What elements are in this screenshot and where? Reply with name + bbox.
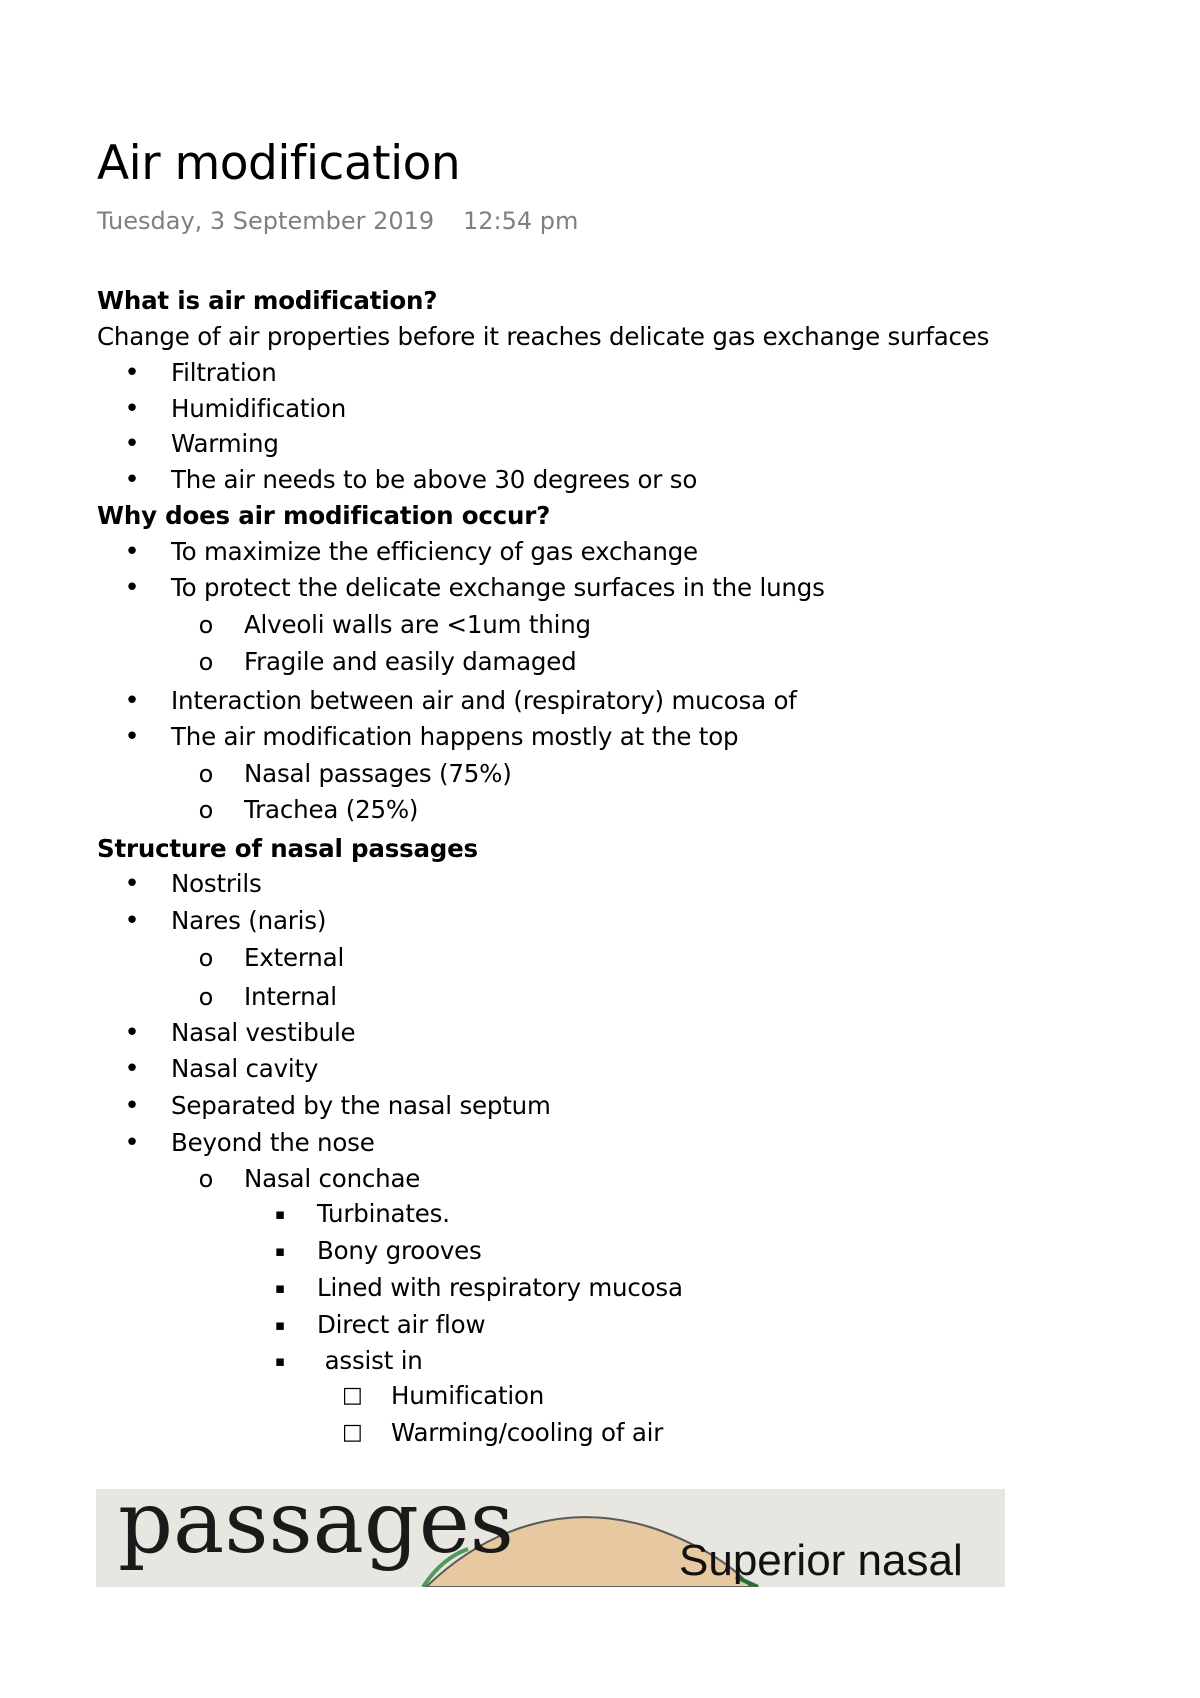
- bullet-marker: •: [124, 429, 140, 459]
- list-item: Lined with respiratory mucosa: [317, 1273, 683, 1302]
- circle-marker: o: [198, 944, 214, 972]
- square-marker: ▪: [274, 1316, 286, 1334]
- box-marker: □: [342, 1420, 363, 1445]
- list-item: To maximize the efficiency of gas exchange: [171, 537, 698, 566]
- list-item: Nasal cavity: [171, 1054, 319, 1083]
- list-item: Interaction between air and (respiratory) mucosa of: [171, 686, 797, 715]
- note-date: Tuesday, 3 September 2019: [97, 207, 435, 235]
- bullet-marker: •: [124, 686, 140, 716]
- list-item: Humidification: [171, 394, 347, 423]
- square-marker: ▪: [274, 1352, 286, 1370]
- list-item: assist in: [317, 1346, 423, 1375]
- list-item: Beyond the nose: [171, 1128, 375, 1157]
- square-marker: ▪: [274, 1279, 286, 1297]
- note-time: 12:54 pm: [463, 207, 579, 235]
- list-item: External: [244, 943, 345, 972]
- section-heading: Why does air modification occur?: [97, 501, 551, 530]
- list-item: Nares (naris): [171, 906, 327, 935]
- list-item: Separated by the nasal septum: [171, 1091, 551, 1120]
- list-item: Filtration: [171, 358, 277, 387]
- bullet-marker: •: [124, 573, 140, 603]
- paragraph: Change of air properties before it reaches delicate gas exchange surfaces: [97, 322, 990, 351]
- list-item: Nasal conchae: [244, 1164, 421, 1193]
- list-item: Warming/cooling of air: [391, 1418, 664, 1447]
- bullet-marker: •: [124, 1091, 140, 1121]
- bullet-marker: •: [124, 722, 140, 752]
- circle-marker: o: [198, 983, 214, 1011]
- list-item: Internal: [244, 982, 337, 1011]
- square-marker: ▪: [274, 1205, 286, 1223]
- list-item: Alveoli walls are <1um thing: [244, 610, 591, 639]
- list-item: The air needs to be above 30 degrees or so: [171, 465, 698, 494]
- bullet-marker: •: [124, 465, 140, 495]
- list-item: To protect the delicate exchange surfaces in the lungs: [171, 573, 825, 602]
- list-item: Fragile and easily damaged: [244, 647, 577, 676]
- bullet-marker: •: [124, 1018, 140, 1048]
- list-item: Nostrils: [171, 869, 262, 898]
- section-heading: What is air modification?: [97, 286, 438, 315]
- circle-marker: o: [198, 1165, 214, 1193]
- bullet-marker: •: [124, 1128, 140, 1158]
- list-item: Warming: [171, 429, 279, 458]
- figure-label: Superior nasal: [679, 1536, 963, 1585]
- page-title: Air modification: [97, 136, 461, 191]
- section-heading: Structure of nasal passages: [97, 834, 478, 863]
- box-marker: □: [342, 1383, 363, 1408]
- list-item: Nasal vestibule: [171, 1018, 356, 1047]
- bullet-marker: •: [124, 394, 140, 424]
- list-item: Trachea (25%): [244, 795, 419, 824]
- list-item: Direct air flow: [317, 1310, 486, 1339]
- list-item: Nasal passages (75%): [244, 759, 512, 788]
- bullet-marker: •: [124, 1054, 140, 1084]
- circle-marker: o: [198, 648, 214, 676]
- bullet-marker: •: [124, 869, 140, 899]
- list-item: Turbinates.: [317, 1199, 450, 1228]
- bullet-marker: •: [124, 537, 140, 567]
- bullet-marker: •: [124, 906, 140, 936]
- circle-marker: o: [198, 760, 214, 788]
- list-item: The air modification happens mostly at the top: [171, 722, 739, 751]
- circle-marker: o: [198, 796, 214, 824]
- square-marker: ▪: [274, 1242, 286, 1260]
- list-item: Bony grooves: [317, 1236, 482, 1265]
- figure-word: passages: [118, 1489, 514, 1573]
- list-item: Humification: [391, 1381, 545, 1410]
- circle-marker: o: [198, 611, 214, 639]
- bullet-marker: •: [124, 358, 140, 388]
- nasal-passages-image: [96, 1489, 1005, 1587]
